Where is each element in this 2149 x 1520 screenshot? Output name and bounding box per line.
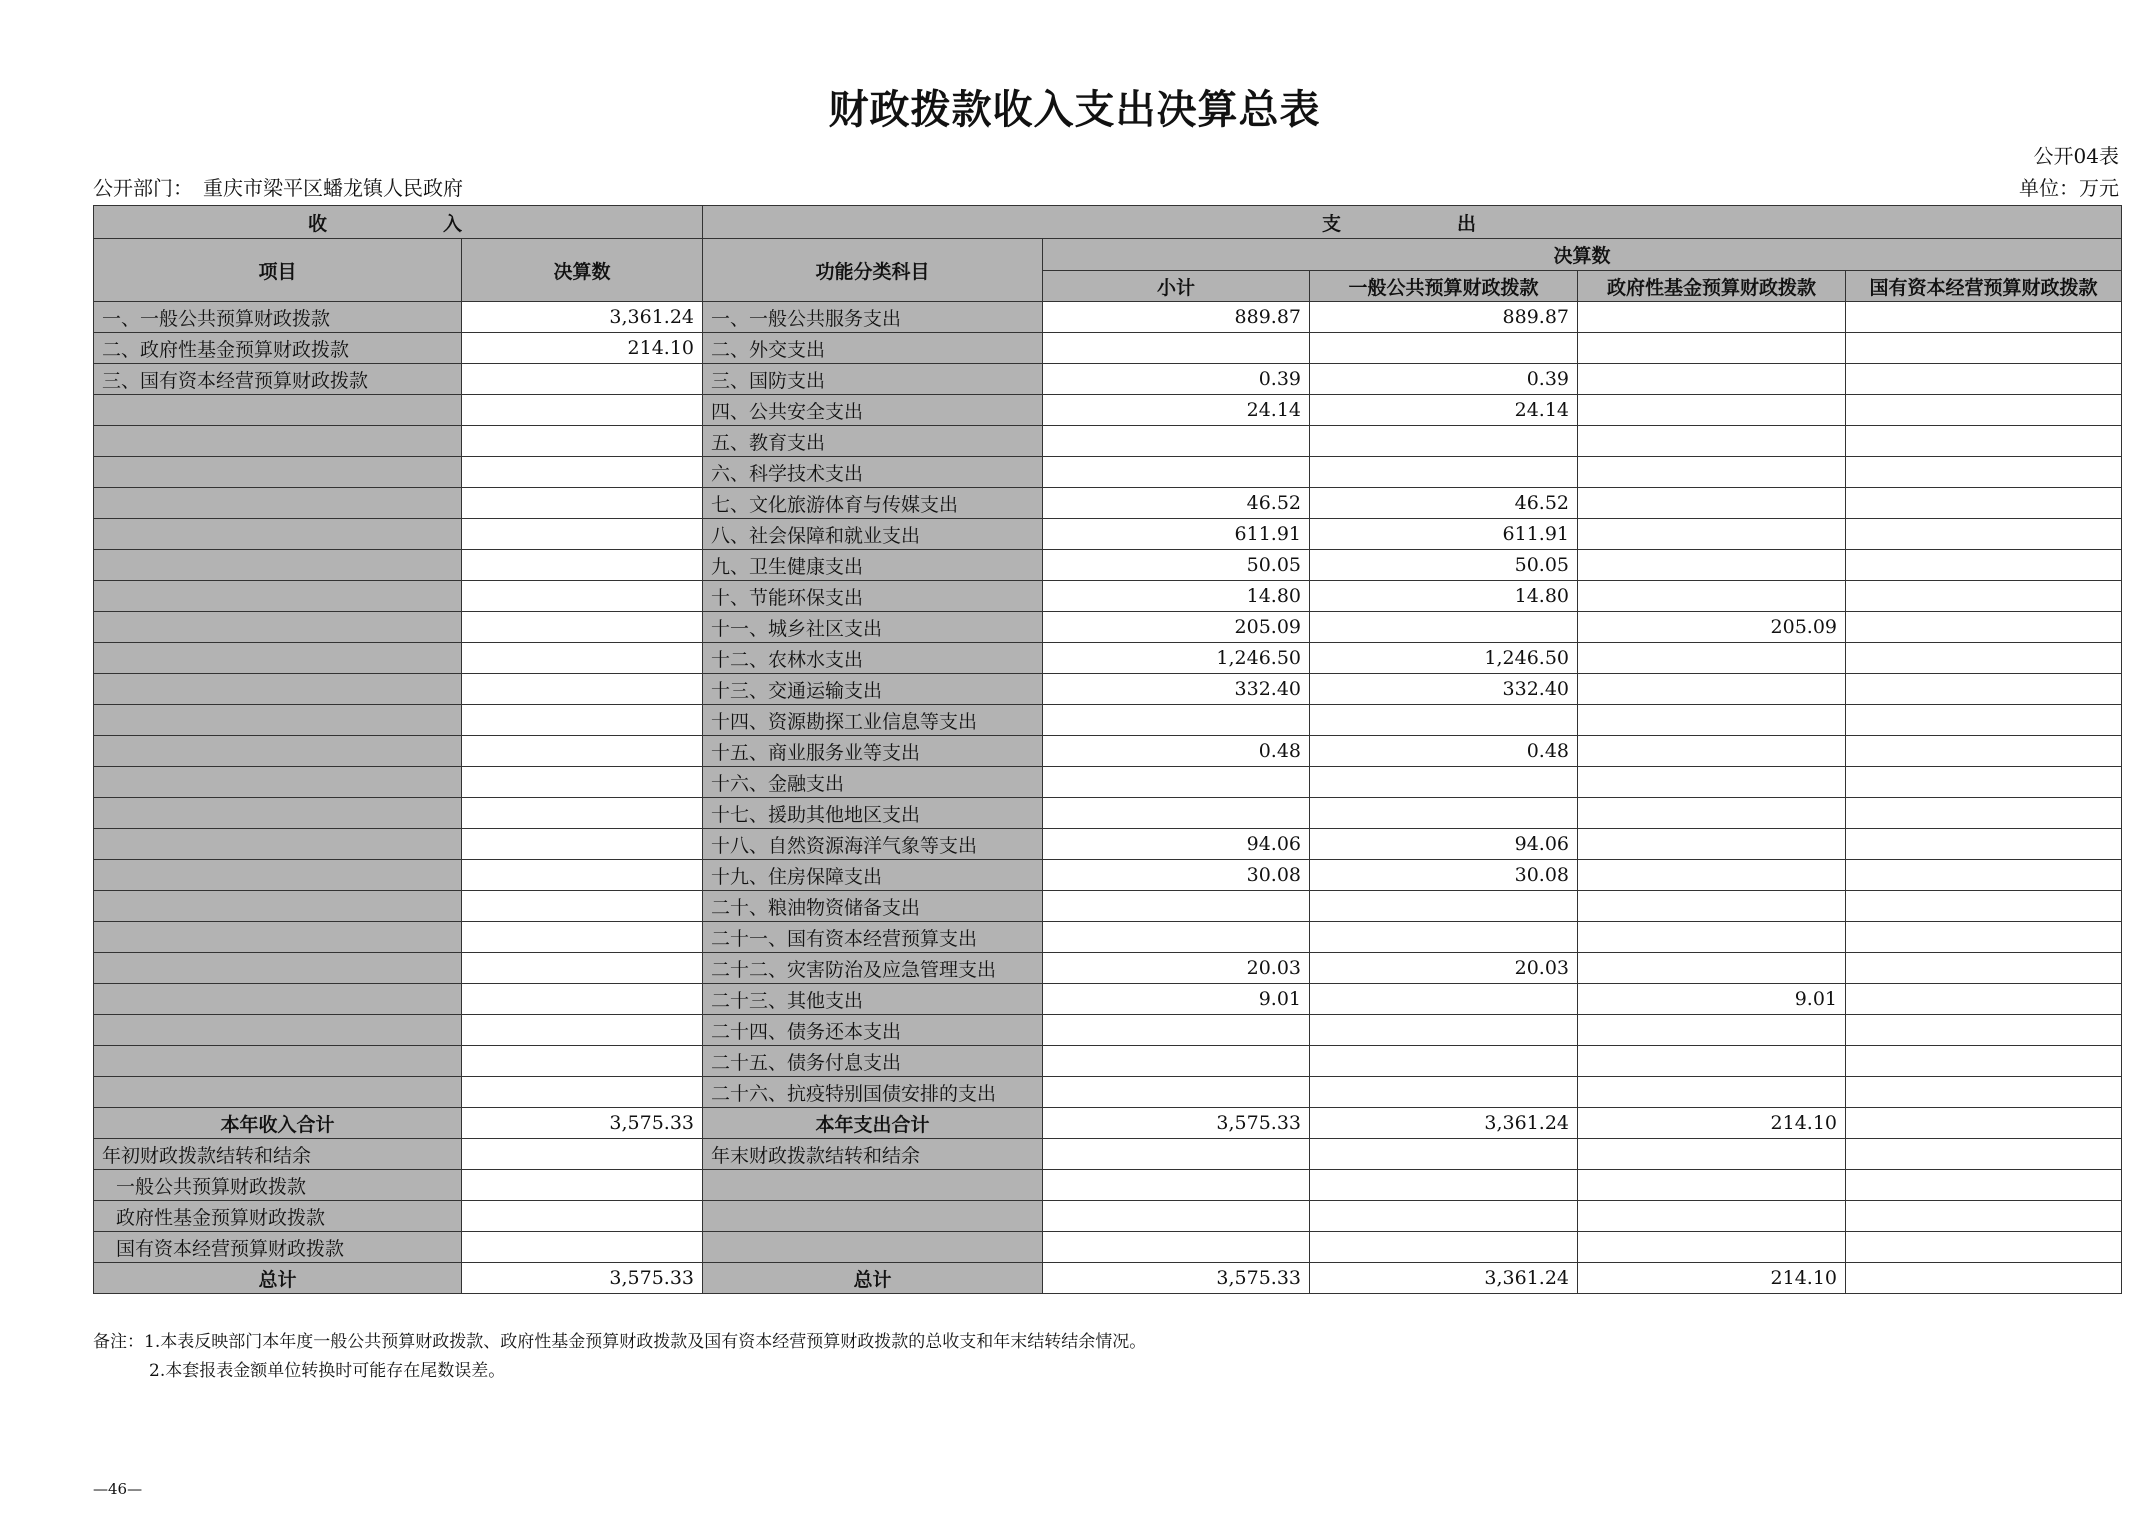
grand-fund-value: 214.10: [1578, 1263, 1846, 1294]
gov-fund-cell: [1578, 705, 1846, 736]
table-row: [94, 581, 2122, 612]
general-budget-cell: [1310, 333, 1578, 364]
soe-capital-cell: [1846, 984, 2122, 1015]
subtotal-cell: [1043, 767, 1310, 798]
income-amount-cell: [462, 829, 703, 860]
income-amount-cell: [462, 519, 703, 550]
income-item-cell: [94, 643, 462, 674]
general-budget-cell: [1310, 798, 1578, 829]
blank-fund-cell: [1578, 1170, 1846, 1201]
table-row: [94, 829, 2122, 860]
begin-carryover-item: 政府性基金预算财政拨款: [94, 1201, 462, 1232]
amount-header: 决算数: [462, 239, 703, 302]
subtotal-cell: [1043, 1046, 1310, 1077]
income-amount-cell: [462, 1077, 703, 1108]
expense-item-cell: 十一、城乡社区支出: [703, 612, 1043, 643]
general-budget-cell: [1310, 1077, 1578, 1108]
expense-item-cell: 九、卫生健康支出: [703, 550, 1043, 581]
gov-fund-cell: [1578, 519, 1846, 550]
general-budget-cell: 50.05: [1310, 550, 1578, 581]
gov-fund-cell: 9.01: [1578, 984, 1846, 1015]
general-budget-cell: [1310, 457, 1578, 488]
income-item-cell: [94, 922, 462, 953]
gov-fund-cell: [1578, 333, 1846, 364]
gov-fund-cell: [1578, 1046, 1846, 1077]
income-amount-cell: [462, 953, 703, 984]
income-item-cell: [94, 798, 462, 829]
annual-income-total-value: 3,575.33: [462, 1108, 703, 1139]
income-item-cell: [94, 953, 462, 984]
expense-item-cell: 七、文化旅游体育与传媒支出: [703, 488, 1043, 519]
income-amount-cell: [462, 395, 703, 426]
expense-item-cell: 二、外交支出: [703, 333, 1043, 364]
carryover-sub-row: [94, 1201, 2122, 1232]
gov-fund-cell: [1578, 891, 1846, 922]
general-budget-cell: 0.39: [1310, 364, 1578, 395]
table-row: [94, 860, 2122, 891]
subtotal-cell: 46.52: [1043, 488, 1310, 519]
table-row: [94, 1077, 2122, 1108]
begin-carryover-item-value: [462, 1232, 703, 1263]
blank-expense-cell: [703, 1170, 1043, 1201]
soe-capital-cell: [1846, 364, 2122, 395]
table-code: 公开04表: [2033, 144, 2119, 168]
expense-item-cell: 十、节能环保支出: [703, 581, 1043, 612]
income-amount-cell: [462, 674, 703, 705]
table-row: [94, 891, 2122, 922]
subtotal-cell: 0.48: [1043, 736, 1310, 767]
annual-soe-value: [1846, 1108, 2122, 1139]
general-budget-cell: [1310, 1015, 1578, 1046]
subtotal-cell: 50.05: [1043, 550, 1310, 581]
blank-general-cell: [1310, 1170, 1578, 1201]
table-row: [94, 426, 2122, 457]
gov-fund-cell: [1578, 922, 1846, 953]
expense-item-cell: 十七、援助其他地区支出: [703, 798, 1043, 829]
gov-fund-cell: 205.09: [1578, 612, 1846, 643]
income-amount-cell: [462, 643, 703, 674]
subtotal-cell: [1043, 922, 1310, 953]
expense-item-cell: 二十二、灾害防治及应急管理支出: [703, 953, 1043, 984]
general-budget-cell: 889.87: [1310, 302, 1578, 333]
general-budget-cell: 30.08: [1310, 860, 1578, 891]
income-amount-cell: [462, 984, 703, 1015]
table-row: [94, 953, 2122, 984]
table-row: [94, 457, 2122, 488]
income-item-cell: [94, 581, 462, 612]
blank-fund-cell: [1578, 1201, 1846, 1232]
subtotal-cell: 611.91: [1043, 519, 1310, 550]
grand-subtotal-value: 3,575.33: [1043, 1263, 1310, 1294]
income-item-cell: [94, 891, 462, 922]
general-budget-cell: [1310, 426, 1578, 457]
soe-capital-cell: [1846, 333, 2122, 364]
gov-fund-cell: [1578, 643, 1846, 674]
income-item-cell: [94, 395, 462, 426]
expense-item-cell: 二十五、债务付息支出: [703, 1046, 1043, 1077]
subtotal-cell: [1043, 333, 1310, 364]
subtotal-cell: [1043, 1015, 1310, 1046]
table-row: [94, 736, 2122, 767]
income-header: 收 入: [94, 206, 703, 239]
final-amount-header: 决算数: [1043, 239, 2122, 271]
soe-capital-cell: [1846, 457, 2122, 488]
blank-fund-cell: [1578, 1232, 1846, 1263]
general-budget-cell: 0.48: [1310, 736, 1578, 767]
subtotal-cell: 889.87: [1043, 302, 1310, 333]
gov-fund-cell: [1578, 736, 1846, 767]
income-item-cell: [94, 457, 462, 488]
gov-fund-cell: [1578, 1077, 1846, 1108]
gov-fund-cell: [1578, 457, 1846, 488]
table-row: [94, 922, 2122, 953]
soe-capital-cell: [1846, 426, 2122, 457]
income-amount-cell: [462, 581, 703, 612]
income-item-cell: 二、政府性基金预算财政拨款: [94, 333, 462, 364]
income-item-cell: [94, 674, 462, 705]
income-item-cell: [94, 1015, 462, 1046]
subtotal-cell: 332.40: [1043, 674, 1310, 705]
expense-item-cell: 十五、商业服务业等支出: [703, 736, 1043, 767]
general-budget-cell: [1310, 767, 1578, 798]
blank-subtotal-cell: [1043, 1232, 1310, 1263]
note-2: 2.本套报表金额单位转换时可能存在尾数误差。: [149, 1361, 506, 1381]
soe-capital-cell: [1846, 860, 2122, 891]
table-row: [94, 302, 2122, 333]
blank-subtotal-cell: [1043, 1170, 1310, 1201]
general-budget-cell: [1310, 984, 1578, 1015]
note-1: 备注：1.本表反映部门本年度一般公共预算财政拨款、政府性基金预算财政拨款及国有资本经营预算财政拨款的总收支和年末结转结余情况。: [93, 1332, 1147, 1352]
gov-fund-cell: [1578, 953, 1846, 984]
soe-capital-cell: [1846, 1015, 2122, 1046]
end-carryover-fund: [1578, 1139, 1846, 1170]
income-amount-cell: [462, 736, 703, 767]
expense-item-cell: 二十六、抗疫特别国债安排的支出: [703, 1077, 1043, 1108]
gov-fund-cell: [1578, 395, 1846, 426]
subtotal-cell: 24.14: [1043, 395, 1310, 426]
income-amount-cell: [462, 488, 703, 519]
soe-capital-cell: [1846, 581, 2122, 612]
general-budget-cell: 611.91: [1310, 519, 1578, 550]
expense-item-cell: 二十一、国有资本经营预算支出: [703, 922, 1043, 953]
gov-fund-cell: [1578, 1015, 1846, 1046]
expense-item-cell: 十九、住房保障支出: [703, 860, 1043, 891]
func-class-header: 功能分类科目: [703, 239, 1043, 302]
gov-fund-header: 政府性基金预算财政拨款: [1578, 271, 1846, 302]
soe-capital-cell: [1846, 922, 2122, 953]
income-amount-cell: [462, 1015, 703, 1046]
income-item-cell: [94, 519, 462, 550]
expense-item-cell: 一、一般公共服务支出: [703, 302, 1043, 333]
page-title: 财政拨款收入支出决算总表: [828, 86, 1321, 133]
general-budget-cell: 332.40: [1310, 674, 1578, 705]
expense-item-cell: 十三、交通运输支出: [703, 674, 1043, 705]
begin-carryover-label: 年初财政拨款结转和结余: [94, 1139, 462, 1170]
income-amount-cell: [462, 922, 703, 953]
grand-soe-value: [1846, 1263, 2122, 1294]
expense-header: 支 出: [703, 206, 2122, 239]
grand-expense-total-label: 总计: [703, 1263, 1043, 1294]
soe-capital-cell: [1846, 1046, 2122, 1077]
begin-carryover-item: 国有资本经营预算财政拨款: [94, 1232, 462, 1263]
gov-fund-cell: [1578, 829, 1846, 860]
income-item-cell: [94, 1077, 462, 1108]
income-amount-cell: 3,361.24: [462, 302, 703, 333]
general-budget-cell: 20.03: [1310, 953, 1578, 984]
table-row: [94, 767, 2122, 798]
soe-capital-cell: [1846, 736, 2122, 767]
income-item-cell: 三、国有资本经营预算财政拨款: [94, 364, 462, 395]
table-row: [94, 674, 2122, 705]
subtotal-cell: 94.06: [1043, 829, 1310, 860]
fiscal-summary-table: [93, 205, 2122, 1294]
soe-capital-cell: [1846, 643, 2122, 674]
income-amount-cell: 214.10: [462, 333, 703, 364]
table-row: [94, 488, 2122, 519]
table-row: [94, 519, 2122, 550]
income-amount-cell: [462, 612, 703, 643]
annual-income-total-label: 本年收入合计: [94, 1108, 462, 1139]
expense-item-cell: 十八、自然资源海洋气象等支出: [703, 829, 1043, 860]
table-row: [94, 1015, 2122, 1046]
income-amount-cell: [462, 457, 703, 488]
income-item-cell: [94, 1046, 462, 1077]
subtotal-cell: [1043, 457, 1310, 488]
soe-capital-cell: [1846, 550, 2122, 581]
table-row: [94, 798, 2122, 829]
subtotal-cell: 0.39: [1043, 364, 1310, 395]
general-budget-cell: [1310, 705, 1578, 736]
grand-income-total-value: 3,575.33: [462, 1263, 703, 1294]
end-carryover-general: [1310, 1139, 1578, 1170]
soe-capital-cell: [1846, 953, 2122, 984]
table-row: [94, 395, 2122, 426]
gov-fund-cell: [1578, 860, 1846, 891]
income-amount-cell: [462, 860, 703, 891]
blank-expense-cell: [703, 1201, 1043, 1232]
notes: [93, 1328, 1146, 1386]
general-budget-cell: [1310, 1046, 1578, 1077]
gov-fund-cell: [1578, 767, 1846, 798]
subtotal-cell: [1043, 798, 1310, 829]
expense-item-cell: 五、教育支出: [703, 426, 1043, 457]
expense-item-cell: 三、国防支出: [703, 364, 1043, 395]
general-budget-cell: 46.52: [1310, 488, 1578, 519]
grand-total-row: [94, 1263, 2122, 1294]
soe-capital-cell: [1846, 519, 2122, 550]
item-header: 项目: [94, 239, 462, 302]
soe-capital-cell: [1846, 488, 2122, 519]
begin-carryover-value: [462, 1139, 703, 1170]
grand-income-total-label: 总计: [94, 1263, 462, 1294]
income-item-cell: [94, 984, 462, 1015]
carryover-sub-row: [94, 1232, 2122, 1263]
general-budget-cell: 1,246.50: [1310, 643, 1578, 674]
subtotal-cell: 205.09: [1043, 612, 1310, 643]
annual-subtotal-value: 3,575.33: [1043, 1108, 1310, 1139]
income-amount-cell: [462, 767, 703, 798]
general-budget-cell: [1310, 891, 1578, 922]
gov-fund-cell: [1578, 674, 1846, 705]
annual-general-value: 3,361.24: [1310, 1108, 1578, 1139]
general-budget-cell: 24.14: [1310, 395, 1578, 426]
subtotal-cell: [1043, 1077, 1310, 1108]
gov-fund-cell: [1578, 798, 1846, 829]
income-amount-cell: [462, 798, 703, 829]
table-row: [94, 984, 2122, 1015]
unit-label: 单位：万元: [2019, 176, 2119, 200]
gov-fund-cell: [1578, 426, 1846, 457]
blank-expense-cell: [703, 1232, 1043, 1263]
subtotal-cell: 30.08: [1043, 860, 1310, 891]
begin-carryover-item-value: [462, 1170, 703, 1201]
soe-capital-cell: [1846, 612, 2122, 643]
income-amount-cell: [462, 1046, 703, 1077]
soe-capital-cell: [1846, 1077, 2122, 1108]
income-item-cell: [94, 550, 462, 581]
income-item-cell: [94, 829, 462, 860]
table-row: [94, 1046, 2122, 1077]
expense-item-cell: 六、科学技术支出: [703, 457, 1043, 488]
income-amount-cell: [462, 550, 703, 581]
expense-item-cell: 八、社会保障和就业支出: [703, 519, 1043, 550]
income-amount-cell: [462, 705, 703, 736]
income-amount-cell: [462, 891, 703, 922]
subtotal-cell: 20.03: [1043, 953, 1310, 984]
general-budget-cell: [1310, 612, 1578, 643]
begin-carryover-item-value: [462, 1201, 703, 1232]
expense-item-cell: 十二、农林水支出: [703, 643, 1043, 674]
blank-soe-cell: [1846, 1201, 2122, 1232]
end-carryover-label: 年末财政拨款结转和结余: [703, 1139, 1043, 1170]
annual-expense-total-label: 本年支出合计: [703, 1108, 1043, 1139]
blank-general-cell: [1310, 1201, 1578, 1232]
income-item-cell: [94, 488, 462, 519]
grand-general-value: 3,361.24: [1310, 1263, 1578, 1294]
general-budget-cell: [1310, 922, 1578, 953]
table-row: [94, 612, 2122, 643]
soe-capital-cell: [1846, 767, 2122, 798]
expense-item-cell: 二十三、其他支出: [703, 984, 1043, 1015]
blank-soe-cell: [1846, 1170, 2122, 1201]
income-item-cell: [94, 705, 462, 736]
soe-capital-cell: [1846, 891, 2122, 922]
subtotal-header: 小计: [1043, 271, 1310, 302]
income-item-cell: [94, 426, 462, 457]
table-row: [94, 333, 2122, 364]
subtotal-cell: [1043, 891, 1310, 922]
income-item-cell: [94, 767, 462, 798]
income-item-cell: 一、一般公共预算财政拨款: [94, 302, 462, 333]
gov-fund-cell: [1578, 364, 1846, 395]
expense-item-cell: 十四、资源勘探工业信息等支出: [703, 705, 1043, 736]
carryover-row: [94, 1139, 2122, 1170]
blank-general-cell: [1310, 1232, 1578, 1263]
subtotal-cell: 9.01: [1043, 984, 1310, 1015]
soe-capital-cell: [1846, 705, 2122, 736]
soe-capital-cell: [1846, 302, 2122, 333]
table-row: [94, 364, 2122, 395]
table-row: [94, 643, 2122, 674]
table-row: [94, 550, 2122, 581]
soe-capital-cell: [1846, 829, 2122, 860]
gov-fund-cell: [1578, 550, 1846, 581]
table-row: [94, 705, 2122, 736]
subtotal-cell: 14.80: [1043, 581, 1310, 612]
blank-soe-cell: [1846, 1232, 2122, 1263]
general-budget-header: 一般公共预算财政拨款: [1310, 271, 1578, 302]
end-carryover-soe: [1846, 1139, 2122, 1170]
soe-capital-cell: [1846, 674, 2122, 705]
carryover-sub-row: [94, 1170, 2122, 1201]
general-budget-cell: 94.06: [1310, 829, 1578, 860]
gov-fund-cell: [1578, 302, 1846, 333]
soe-capital-header: 国有资本经营预算财政拨款: [1846, 271, 2122, 302]
blank-subtotal-cell: [1043, 1201, 1310, 1232]
income-amount-cell: [462, 364, 703, 395]
soe-capital-cell: [1846, 798, 2122, 829]
gov-fund-cell: [1578, 581, 1846, 612]
expense-item-cell: 二十、粮油物资储备支出: [703, 891, 1043, 922]
gov-fund-cell: [1578, 488, 1846, 519]
expense-item-cell: 二十四、债务还本支出: [703, 1015, 1043, 1046]
subtotal-cell: [1043, 705, 1310, 736]
department-label: 公开部门： 重庆市梁平区蟠龙镇人民政府: [93, 176, 463, 200]
soe-capital-cell: [1846, 395, 2122, 426]
expense-item-cell: 十六、金融支出: [703, 767, 1043, 798]
subtotal-cell: 1,246.50: [1043, 643, 1310, 674]
page-number: —46—: [93, 1480, 143, 1498]
annual-fund-value: 214.10: [1578, 1108, 1846, 1139]
general-budget-cell: 14.80: [1310, 581, 1578, 612]
income-amount-cell: [462, 426, 703, 457]
income-item-cell: [94, 736, 462, 767]
income-item-cell: [94, 612, 462, 643]
end-carryover-subtotal: [1043, 1139, 1310, 1170]
subtotal-cell: [1043, 426, 1310, 457]
begin-carryover-item: 一般公共预算财政拨款: [94, 1170, 462, 1201]
annual-total-row: [94, 1108, 2122, 1139]
income-item-cell: [94, 860, 462, 891]
expense-item-cell: 四、公共安全支出: [703, 395, 1043, 426]
